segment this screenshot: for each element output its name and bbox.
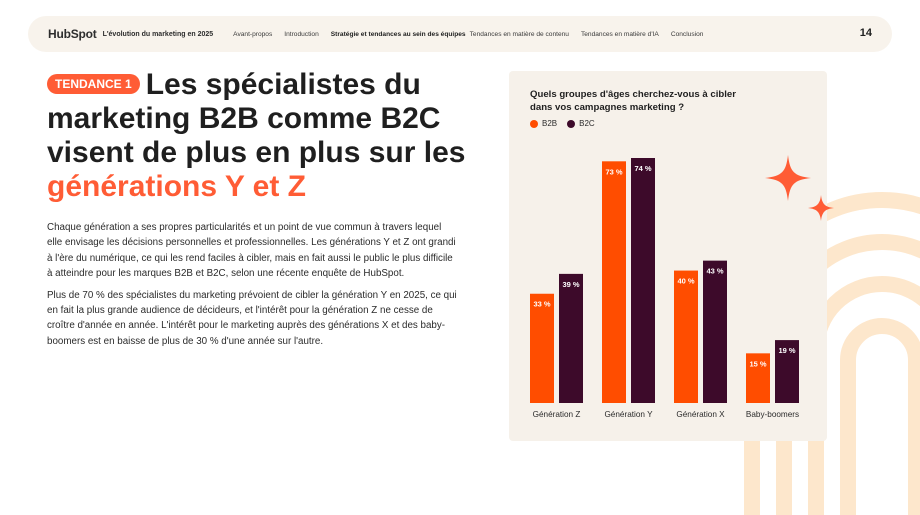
legend-label-b2c: B2C [579,119,595,128]
nav-item-introduction[interactable]: Introduction [284,30,319,38]
data-label-b2b-generation-x: 40 % [677,276,695,286]
bar-b2b-generation-x [674,271,698,403]
sparkle-large-icon [765,155,811,201]
data-label-b2c-generation-x: 43 % [706,266,724,276]
bar-b2c-generation-z [559,274,583,403]
sparkle-small-icon [808,195,834,221]
nav-item-conclusion[interactable]: Conclusion [670,30,704,38]
data-label-b2c-generation-z: 39 % [562,279,580,289]
data-label-b2b-generation-z: 33 % [533,299,551,309]
category-label-baby-boomers: Baby-boomers [745,410,800,419]
category-label-generation-z: Génération Z [532,410,581,419]
category-label-generation-y: Génération Y [604,410,653,419]
bar-b2c-generation-x [703,261,727,403]
data-label-b2c-generation-y: 74 % [634,164,652,173]
headline-accent: générations Y et Z [47,170,306,203]
nav-item-contenu[interactable]: Tendances en matière de contenu [469,30,569,38]
hubspot-logo[interactable] [48,27,97,41]
section-nav [233,31,715,38]
page-number: 14 [859,27,872,39]
page-title [47,68,487,204]
bar-b2c-generation-y [631,158,655,403]
bar-chart [509,71,827,441]
category-label-generation-x: Génération X [676,410,725,419]
logo-text: HubSpot [48,27,97,41]
legend-label-b2b: B2B [542,119,558,128]
paragraph-2: Plus de 70 % des spécialistes du marketing prévoient de cibler la génération Y en 2025, ce qui en fait la plus grande audience de décideurs, et l'intérêt pour la génération Z ne cesse de croître d'année en année. L'intérêt pour le marketing auprès des générations X et des baby-boomers est en baisse de plus de 30 % d'une année sur l'autre. [47,289,457,347]
nav-item-strategie[interactable]: Stratégie et tendances au sein des équipes [330,30,466,38]
paragraph-1: Chaque génération a ses propres particularités et un point de vue commun à travers lequel elle envisage les décisions personnelles et professionnelles. Les générations Y et Z ont grandi à l'ère du numérique, ce qui les rend faciles à cibler, mais en fait aussi le public le plus difficile à atteindre pour les marques B2B et B2C, selon une récente enquête de HubSpot. [47,222,456,280]
trend-badge: TENDANCE 1 [47,74,140,94]
headline-text: Les spécialistes du marketing B2B comme B2C visent de plus en plus sur les [47,68,466,169]
top-nav-bar [28,16,892,52]
chart-title: Quels groupes d'âges cherchez-vous à cibler dans vos campagnes marketing ? [530,89,736,113]
bar-b2b-generation-z [530,294,554,403]
nav-item-avant-propos[interactable]: Avant-propos [233,30,273,38]
document-title: L'évolution du marketing en 2025 [102,30,214,38]
data-label-b2b-baby-boomers: 15 % [749,359,767,369]
data-label-b2b-generation-y: 73 % [605,167,623,177]
nav-item-ia[interactable]: Tendances en matière d'IA [580,30,659,38]
bar-b2b-generation-y [602,161,626,403]
data-label-b2c-baby-boomers: 19 % [778,346,796,356]
body-copy [47,220,457,355]
chart-card [509,71,827,441]
